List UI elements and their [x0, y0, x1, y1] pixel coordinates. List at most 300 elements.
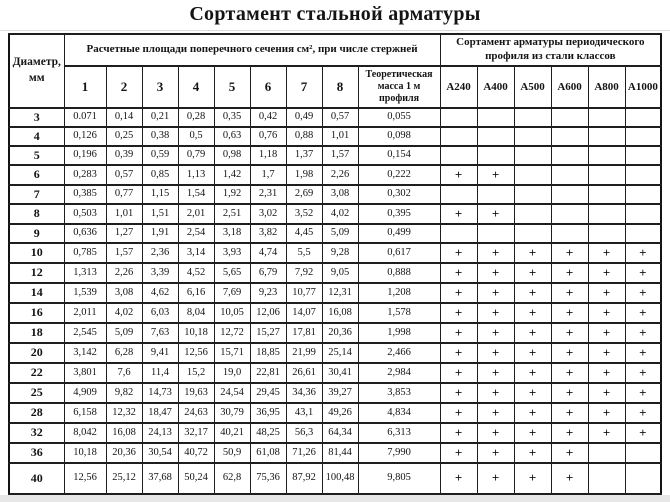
class-mark-cell — [551, 146, 588, 165]
diameter-cell: 22 — [9, 363, 64, 383]
class-mark-cell — [551, 224, 588, 243]
area-cell: 36,95 — [250, 403, 286, 423]
area-cell: 30,41 — [322, 363, 358, 383]
mass-cell: 1,998 — [358, 323, 440, 343]
area-cell: 1,15 — [142, 185, 178, 204]
class-mark-cell — [440, 224, 477, 243]
class-mark-cell — [588, 443, 625, 463]
area-cell: 1,42 — [214, 165, 250, 185]
class-mark-cell: + — [625, 243, 661, 263]
area-cell: 15,71 — [214, 343, 250, 363]
area-cell: 9,82 — [106, 383, 142, 403]
table-row — [9, 303, 661, 323]
diameter-cell: 3 — [9, 108, 64, 127]
mass-cell: 0,154 — [358, 146, 440, 165]
class-mark-cell: + — [440, 263, 477, 283]
area-cell: 12,56 — [64, 463, 106, 494]
area-cell: 12,72 — [214, 323, 250, 343]
area-cell: 1,51 — [142, 204, 178, 224]
class-mark-cell: + — [514, 263, 551, 283]
class-mark-cell: + — [588, 343, 625, 363]
area-cell: 4,45 — [286, 224, 322, 243]
bar-count-header: 1 — [64, 66, 106, 108]
table-row — [9, 383, 661, 403]
class-mark-cell: + — [588, 263, 625, 283]
table-row — [9, 243, 661, 263]
area-cell: 6,79 — [250, 263, 286, 283]
area-cell: 1,01 — [106, 204, 142, 224]
class-mark-cell — [625, 224, 661, 243]
class-mark-cell — [514, 185, 551, 204]
class-mark-cell — [514, 204, 551, 224]
class-mark-cell — [477, 146, 514, 165]
area-cell: 43,1 — [286, 403, 322, 423]
area-cell: 3,39 — [142, 263, 178, 283]
area-cell: 37,68 — [142, 463, 178, 494]
class-mark-cell — [440, 127, 477, 146]
area-cell: 9,05 — [322, 263, 358, 283]
area-cell: 6,158 — [64, 403, 106, 423]
class-mark-cell: + — [625, 403, 661, 423]
area-cell: 0,57 — [322, 108, 358, 127]
class-mark-cell — [551, 185, 588, 204]
area-cell: 4,74 — [250, 243, 286, 263]
area-cell: 5,09 — [106, 323, 142, 343]
mass-cell: 0,222 — [358, 165, 440, 185]
class-mark-cell: + — [514, 343, 551, 363]
class-mark-cell: + — [440, 243, 477, 263]
diameter-cell: 28 — [9, 403, 64, 423]
class-mark-cell: + — [477, 283, 514, 303]
class-mark-cell: + — [551, 403, 588, 423]
area-cell: 1,01 — [322, 127, 358, 146]
class-mark-cell: + — [440, 165, 477, 185]
class-mark-cell: + — [440, 363, 477, 383]
class-mark-cell: + — [440, 443, 477, 463]
diameter-cell: 8 — [9, 204, 64, 224]
class-mark-cell: + — [440, 403, 477, 423]
table-row — [9, 443, 661, 463]
class-mark-cell: + — [625, 323, 661, 343]
area-cell: 0,14 — [106, 108, 142, 127]
area-cell: 9,28 — [322, 243, 358, 263]
mass-cell: 3,853 — [358, 383, 440, 403]
area-cell: 0,63 — [214, 127, 250, 146]
table-row — [9, 165, 661, 185]
area-cell: 2,011 — [64, 303, 106, 323]
area-cell: 16,08 — [106, 423, 142, 443]
class-mark-cell: + — [514, 463, 551, 494]
area-cell: 0,38 — [142, 127, 178, 146]
class-mark-cell — [588, 165, 625, 185]
table-row — [9, 323, 661, 343]
class-mark-cell — [477, 108, 514, 127]
area-cell: 1,27 — [106, 224, 142, 243]
class-mark-cell — [625, 127, 661, 146]
area-cell: 5,65 — [214, 263, 250, 283]
class-mark-cell — [625, 443, 661, 463]
class-mark-cell: + — [514, 303, 551, 323]
area-cell: 0,385 — [64, 185, 106, 204]
class-mark-cell: + — [440, 383, 477, 403]
class-mark-cell: + — [440, 323, 477, 343]
class-mark-cell — [625, 108, 661, 127]
area-cell: 2,69 — [286, 185, 322, 204]
cross-section-areas-group-header: Расчетные площади поперечного сечения см², при числе стержней — [64, 34, 440, 66]
area-cell: 3,82 — [250, 224, 286, 243]
class-mark-cell: + — [477, 463, 514, 494]
class-mark-cell: + — [440, 343, 477, 363]
area-cell: 0,35 — [214, 108, 250, 127]
class-mark-cell: + — [588, 403, 625, 423]
area-cell: 3,02 — [250, 204, 286, 224]
area-cell: 0,59 — [142, 146, 178, 165]
diameter-cell: 40 — [9, 463, 64, 494]
area-cell: 9,41 — [142, 343, 178, 363]
steel-class-header: А400 — [477, 66, 514, 108]
class-mark-cell: + — [440, 463, 477, 494]
class-mark-cell: + — [477, 403, 514, 423]
area-cell: 3,801 — [64, 363, 106, 383]
area-cell: 75,36 — [250, 463, 286, 494]
class-mark-cell: + — [551, 443, 588, 463]
table-row — [9, 423, 661, 443]
area-cell: 87,92 — [286, 463, 322, 494]
area-cell: 0,283 — [64, 165, 106, 185]
class-mark-cell: + — [551, 383, 588, 403]
area-cell: 10,18 — [64, 443, 106, 463]
class-mark-cell: + — [588, 323, 625, 343]
area-cell: 0,25 — [106, 127, 142, 146]
table-row — [9, 343, 661, 363]
class-mark-cell: + — [551, 303, 588, 323]
area-cell: 12,56 — [178, 343, 214, 363]
class-mark-cell: + — [477, 363, 514, 383]
class-mark-cell — [625, 185, 661, 204]
area-cell: 3,14 — [178, 243, 214, 263]
table-row — [9, 224, 661, 243]
class-mark-cell: + — [477, 204, 514, 224]
class-mark-cell — [625, 204, 661, 224]
class-mark-cell: + — [551, 463, 588, 494]
area-cell: 39,27 — [322, 383, 358, 403]
bar-count-header: 8 — [322, 66, 358, 108]
class-mark-cell: + — [514, 363, 551, 383]
area-cell: 4,52 — [178, 263, 214, 283]
mass-cell: 9,805 — [358, 463, 440, 494]
area-cell: 11,4 — [142, 363, 178, 383]
area-cell: 14,07 — [286, 303, 322, 323]
diameter-cell: 6 — [9, 165, 64, 185]
area-cell: 0,85 — [142, 165, 178, 185]
area-cell: 0,785 — [64, 243, 106, 263]
table-row — [9, 204, 661, 224]
class-mark-cell — [514, 127, 551, 146]
area-cell: 1,92 — [214, 185, 250, 204]
rebar-sortament-table — [8, 33, 662, 495]
area-cell: 15,27 — [250, 323, 286, 343]
class-mark-cell: + — [477, 243, 514, 263]
class-mark-cell — [588, 127, 625, 146]
area-cell: 7,6 — [106, 363, 142, 383]
class-mark-cell: + — [625, 263, 661, 283]
mass-cell: 0,395 — [358, 204, 440, 224]
area-cell: 2,36 — [142, 243, 178, 263]
area-cell: 1,57 — [106, 243, 142, 263]
area-cell: 12,06 — [250, 303, 286, 323]
area-cell: 10,77 — [286, 283, 322, 303]
class-mark-cell: + — [625, 343, 661, 363]
area-cell: 50,9 — [214, 443, 250, 463]
bar-count-header: 3 — [142, 66, 178, 108]
area-cell: 4,02 — [106, 303, 142, 323]
area-cell: 9,23 — [250, 283, 286, 303]
area-cell: 19,63 — [178, 383, 214, 403]
area-cell: 2,26 — [322, 165, 358, 185]
area-cell: 0,28 — [178, 108, 214, 127]
area-cell: 0,42 — [250, 108, 286, 127]
area-cell: 8,04 — [178, 303, 214, 323]
diameter-cell: 4 — [9, 127, 64, 146]
bar-count-header: 2 — [106, 66, 142, 108]
area-cell: 5,5 — [286, 243, 322, 263]
area-cell: 3,142 — [64, 343, 106, 363]
class-mark-cell: + — [477, 263, 514, 283]
mass-cell: 0,499 — [358, 224, 440, 243]
area-cell: 2,31 — [250, 185, 286, 204]
area-cell: 4,909 — [64, 383, 106, 403]
page-title: Сортамент стальной арматуры — [189, 3, 481, 25]
class-mark-cell — [625, 463, 661, 494]
class-mark-cell — [477, 127, 514, 146]
area-cell: 24,54 — [214, 383, 250, 403]
table-row — [9, 263, 661, 283]
class-mark-cell: + — [551, 423, 588, 443]
area-cell: 50,24 — [178, 463, 214, 494]
class-mark-cell: + — [440, 423, 477, 443]
mass-cell: 0,302 — [358, 185, 440, 204]
area-cell: 10,18 — [178, 323, 214, 343]
area-cell: 71,26 — [286, 443, 322, 463]
area-cell: 2,51 — [214, 204, 250, 224]
mass-cell: 0,888 — [358, 263, 440, 283]
mass-cell: 1,578 — [358, 303, 440, 323]
class-mark-cell: + — [477, 423, 514, 443]
area-cell: 16,08 — [322, 303, 358, 323]
area-cell: 12,31 — [322, 283, 358, 303]
area-cell: 2,26 — [106, 263, 142, 283]
area-cell: 20,36 — [322, 323, 358, 343]
area-cell: 0,21 — [142, 108, 178, 127]
class-mark-cell: + — [625, 423, 661, 443]
diameter-cell: 32 — [9, 423, 64, 443]
area-cell: 1,91 — [142, 224, 178, 243]
class-mark-cell — [588, 185, 625, 204]
class-mark-cell — [588, 224, 625, 243]
area-cell: 64,34 — [322, 423, 358, 443]
steel-class-header: А240 — [440, 66, 477, 108]
area-cell: 1,13 — [178, 165, 214, 185]
class-mark-cell: + — [625, 283, 661, 303]
area-cell: 20,36 — [106, 443, 142, 463]
area-cell: 0,77 — [106, 185, 142, 204]
area-cell: 40,72 — [178, 443, 214, 463]
area-cell: 26,61 — [286, 363, 322, 383]
area-cell: 3,18 — [214, 224, 250, 243]
mass-cell: 0,617 — [358, 243, 440, 263]
bar-count-header: 4 — [178, 66, 214, 108]
area-cell: 0,5 — [178, 127, 214, 146]
class-mark-cell: + — [514, 383, 551, 403]
area-cell: 62,8 — [214, 463, 250, 494]
class-mark-cell: + — [551, 263, 588, 283]
area-cell: 21,99 — [286, 343, 322, 363]
class-mark-cell — [551, 127, 588, 146]
class-mark-cell: + — [588, 303, 625, 323]
area-cell: 100,48 — [322, 463, 358, 494]
area-cell: 17,81 — [286, 323, 322, 343]
class-mark-cell: + — [551, 323, 588, 343]
diameter-cell: 12 — [9, 263, 64, 283]
area-cell: 0,503 — [64, 204, 106, 224]
area-cell: 25,12 — [106, 463, 142, 494]
mass-cell: 0,098 — [358, 127, 440, 146]
mass-cell: 0,055 — [358, 108, 440, 127]
area-cell: 0,636 — [64, 224, 106, 243]
area-cell: 4,02 — [322, 204, 358, 224]
area-cell: 15,2 — [178, 363, 214, 383]
diameter-cell: 14 — [9, 283, 64, 303]
steel-class-header: А1000 — [625, 66, 661, 108]
area-cell: 6,16 — [178, 283, 214, 303]
area-cell: 48,25 — [250, 423, 286, 443]
bar-count-header: 5 — [214, 66, 250, 108]
class-mark-cell: + — [588, 383, 625, 403]
diameter-cell: 36 — [9, 443, 64, 463]
class-mark-cell — [477, 185, 514, 204]
area-cell: 25,14 — [322, 343, 358, 363]
area-cell: 1,98 — [286, 165, 322, 185]
diameter-cell: 25 — [9, 383, 64, 403]
table-row — [9, 363, 661, 383]
class-mark-cell: + — [625, 363, 661, 383]
class-mark-cell — [625, 165, 661, 185]
area-cell: 19,0 — [214, 363, 250, 383]
area-cell: 34,36 — [286, 383, 322, 403]
bar-count-header: 6 — [250, 66, 286, 108]
area-cell: 32,17 — [178, 423, 214, 443]
class-mark-cell: + — [588, 243, 625, 263]
mass-cell: 6,313 — [358, 423, 440, 443]
class-mark-cell — [551, 108, 588, 127]
class-mark-cell: + — [514, 443, 551, 463]
class-mark-cell: + — [477, 323, 514, 343]
class-mark-cell — [440, 185, 477, 204]
class-mark-cell: + — [588, 283, 625, 303]
table-row — [9, 108, 661, 127]
area-cell: 0,88 — [286, 127, 322, 146]
area-cell: 30,54 — [142, 443, 178, 463]
area-cell: 3,52 — [286, 204, 322, 224]
table-row — [9, 127, 661, 146]
area-cell: 61,08 — [250, 443, 286, 463]
mass-cell: 7,990 — [358, 443, 440, 463]
class-mark-cell: + — [514, 403, 551, 423]
class-mark-cell: + — [551, 343, 588, 363]
class-mark-cell: + — [514, 423, 551, 443]
mass-cell: 2,466 — [358, 343, 440, 363]
class-mark-cell: + — [551, 243, 588, 263]
table-row — [9, 146, 661, 165]
steel-class-header: А800 — [588, 66, 625, 108]
class-mark-cell: + — [477, 343, 514, 363]
area-cell: 81,44 — [322, 443, 358, 463]
area-cell: 4,62 — [142, 283, 178, 303]
class-mark-cell: + — [440, 283, 477, 303]
area-cell: 1,539 — [64, 283, 106, 303]
area-cell: 1,313 — [64, 263, 106, 283]
class-mark-cell: + — [551, 283, 588, 303]
class-mark-cell: + — [551, 363, 588, 383]
class-mark-cell — [477, 224, 514, 243]
class-mark-cell — [551, 165, 588, 185]
class-mark-cell: + — [477, 303, 514, 323]
area-cell: 0,98 — [214, 146, 250, 165]
area-cell: 8,042 — [64, 423, 106, 443]
area-cell: 7,92 — [286, 263, 322, 283]
area-cell: 24,13 — [142, 423, 178, 443]
area-cell: 0,39 — [106, 146, 142, 165]
area-cell: 1,7 — [250, 165, 286, 185]
class-mark-cell — [625, 146, 661, 165]
class-mark-cell — [588, 108, 625, 127]
class-mark-cell: + — [440, 303, 477, 323]
area-cell: 29,45 — [250, 383, 286, 403]
area-cell: 2,01 — [178, 204, 214, 224]
class-mark-cell — [588, 204, 625, 224]
scan-edge-shadow — [0, 495, 670, 502]
area-cell: 49,26 — [322, 403, 358, 423]
class-mark-cell — [440, 108, 477, 127]
table-row — [9, 283, 661, 303]
area-cell: 1,57 — [322, 146, 358, 165]
class-mark-cell: + — [588, 423, 625, 443]
table-row — [9, 403, 661, 423]
area-cell: 0,79 — [178, 146, 214, 165]
title-divider — [0, 30, 670, 31]
steel-class-header: А600 — [551, 66, 588, 108]
diameter-cell: 16 — [9, 303, 64, 323]
area-cell: 6,28 — [106, 343, 142, 363]
area-cell: 6,03 — [142, 303, 178, 323]
area-cell: 0.071 — [64, 108, 106, 127]
area-cell: 3,93 — [214, 243, 250, 263]
area-cell: 3,08 — [322, 185, 358, 204]
steel-class-header: А500 — [514, 66, 551, 108]
area-cell: 2,54 — [178, 224, 214, 243]
mass-cell: 2,984 — [358, 363, 440, 383]
class-mark-cell: + — [477, 383, 514, 403]
area-cell: 5,09 — [322, 224, 358, 243]
diameter-cell: 9 — [9, 224, 64, 243]
diameter-cell: 7 — [9, 185, 64, 204]
class-mark-cell: + — [625, 303, 661, 323]
area-cell: 56,3 — [286, 423, 322, 443]
class-mark-cell: + — [514, 323, 551, 343]
diameter-column-header: Диаметр, мм — [9, 34, 64, 108]
area-cell: 12,32 — [106, 403, 142, 423]
class-mark-cell — [514, 146, 551, 165]
